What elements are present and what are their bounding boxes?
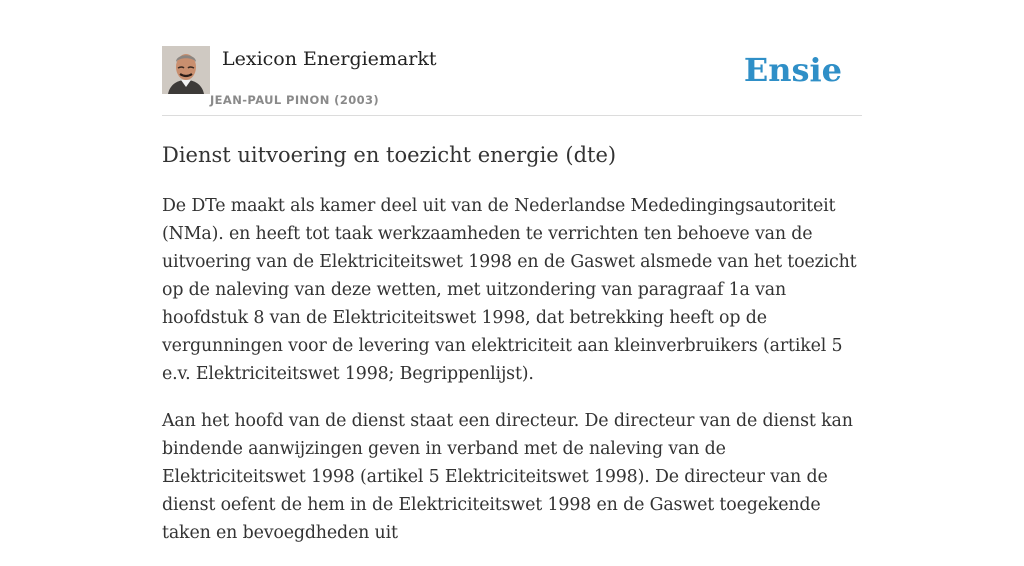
brand-logo[interactable]: Ensie <box>743 51 842 89</box>
author-avatar[interactable] <box>162 46 210 94</box>
article-body <box>162 192 862 566</box>
header <box>162 46 862 116</box>
author-photo-icon <box>162 46 210 94</box>
article-title: Dienst uitvoering en toezicht energie (dte) <box>162 143 617 167</box>
article-paragraph: De DTe maakt als kamer deel uit van de Nederlandse Mededingingsautoriteit (NMa). en heeft tot taak werkzaamheden te verrichten ten behoeve van de uitvoering van de Elektriciteitswet 1998 en de Gaswet alsmede van het toezicht op de naleving van deze wetten, met uitzondering van paragraaf 1a van hoofdstuk 8 van de Elektriciteitswet 1998, dat betrekking heeft op de vergunningen voor de levering van elektriciteit aan kleinverbruikers (artikel 5 e.v. Elektriciteitswet 1998; Begrippenlijst). <box>162 196 857 384</box>
author-name[interactable]: JEAN-PAUL PINON (2003) <box>210 93 380 107</box>
article-paragraph: Aan het hoofd van de dienst staat een directeur. De directeur van de dienst kan bindende aanwijzingen geven in verband met de naleving van de Elektriciteitswet 1998 (artikel 5 Elektriciteitswet 1998). De directeur van de dienst oefent de hem in de Elektriciteitswet 1998 en de Gaswet toegekende taken en bevoegdheden uit <box>162 411 853 543</box>
source-title[interactable]: Lexicon Energiemarkt <box>222 48 437 70</box>
